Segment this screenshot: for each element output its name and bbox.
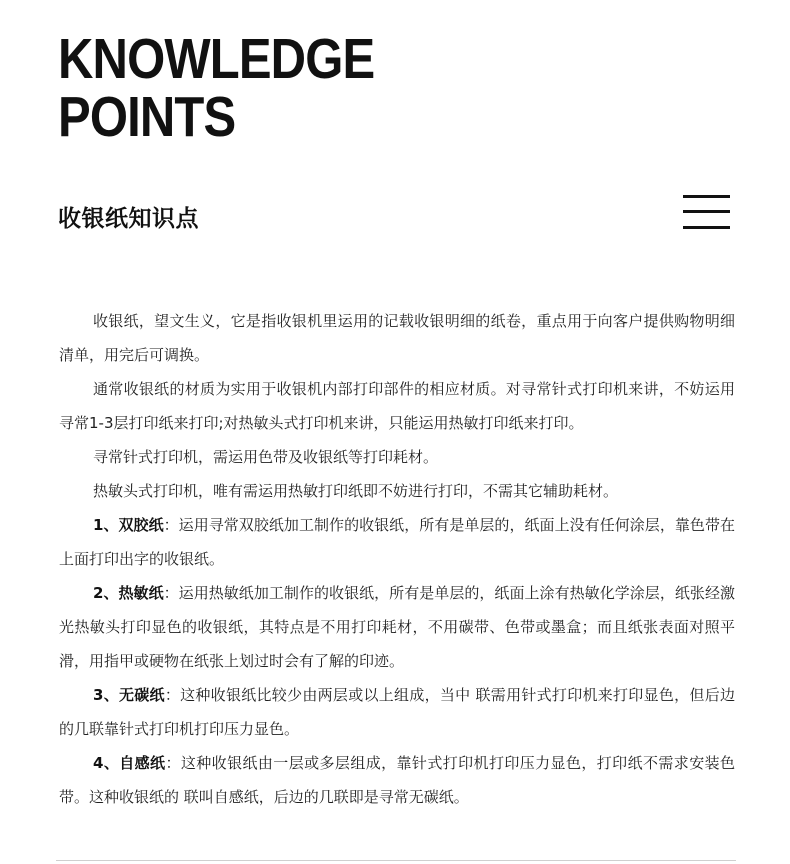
bottom-divider bbox=[56, 860, 736, 861]
paragraph-text: ：这种收银纸由一层或多层组成，靠针式打印机打印压力显色，打印纸不需求安装色带。这种收银纸的 联叫自感纸，后边的几联即是寻常无碳纸。 bbox=[59, 754, 736, 806]
paragraph-label: 2、热敏纸 bbox=[93, 584, 164, 602]
paragraph-thermal bbox=[59, 474, 735, 508]
paragraph-text: 通常收银纸的材质为实用于收银机内部打印部件的相应材质。对寻常针式打印机来讲，不妨运用寻常1-3层打印纸来打印;对热敏头式打印机来讲，只能运用热敏打印纸来打印。 bbox=[59, 380, 735, 432]
hero-line-2: POINTS bbox=[58, 85, 236, 149]
article-body bbox=[59, 304, 735, 814]
paragraph-type-1 bbox=[59, 508, 735, 576]
menu-icon[interactable] bbox=[683, 195, 730, 229]
paragraph-text: ：这种收银纸比较少由两层或以上组成，当中 联需用针式打印机来打印显色，但后边的几联靠针式打印机打印压力显色。 bbox=[59, 686, 735, 738]
paragraph-text: 热敏头式打印机，唯有需运用热敏打印纸即不妨进行打印，不需其它辅助耗材。 bbox=[93, 482, 619, 500]
menu-icon-bar-bottom bbox=[683, 226, 730, 229]
paragraph-text: ：运用热敏纸加工制作的收银纸，所有是单层的，纸面上涂有热敏化学涂层，纸张经激光热敏头打印显色的收银纸，其特点是不用打印耗材，不用碳带、色带或墨盒；而且纸张表面对照平滑，用指甲或硬物在纸张上划过时会有了解的印迹。 bbox=[59, 584, 735, 670]
menu-icon-bar-middle bbox=[683, 210, 730, 213]
paragraph-type-2 bbox=[59, 576, 735, 678]
paragraph-label: 3、无碳纸 bbox=[93, 686, 165, 704]
paragraph-text: ：运用寻常双胶纸加工制作的收银纸，所有是单层的，纸面上没有任何涂层，靠色带在上面打印出字的收银纸。 bbox=[59, 516, 735, 568]
paragraph-type-4 bbox=[59, 746, 735, 814]
paragraph-dot-matrix bbox=[59, 440, 735, 474]
hero-heading bbox=[58, 27, 375, 149]
paragraph-intro bbox=[59, 304, 735, 372]
section-title: 收银纸知识点 bbox=[58, 206, 199, 232]
paragraph-label: 1、双胶纸 bbox=[93, 516, 164, 534]
menu-icon-bar-top bbox=[683, 195, 730, 198]
paragraph-type-3 bbox=[59, 678, 735, 746]
paragraph-text: 寻常针式打印机，需运用色带及收银纸等打印耗材。 bbox=[93, 448, 439, 466]
paragraph-text: 收银纸，望文生义，它是指收银机里运用的记载收银明细的纸卷，重点用于向客户提供购物明细清单，用完后可调换。 bbox=[59, 312, 735, 364]
paragraph-label: 4、自感纸 bbox=[93, 754, 166, 772]
paragraph-material bbox=[59, 372, 735, 440]
hero-line-1: KNOWLEDGE bbox=[58, 27, 375, 91]
